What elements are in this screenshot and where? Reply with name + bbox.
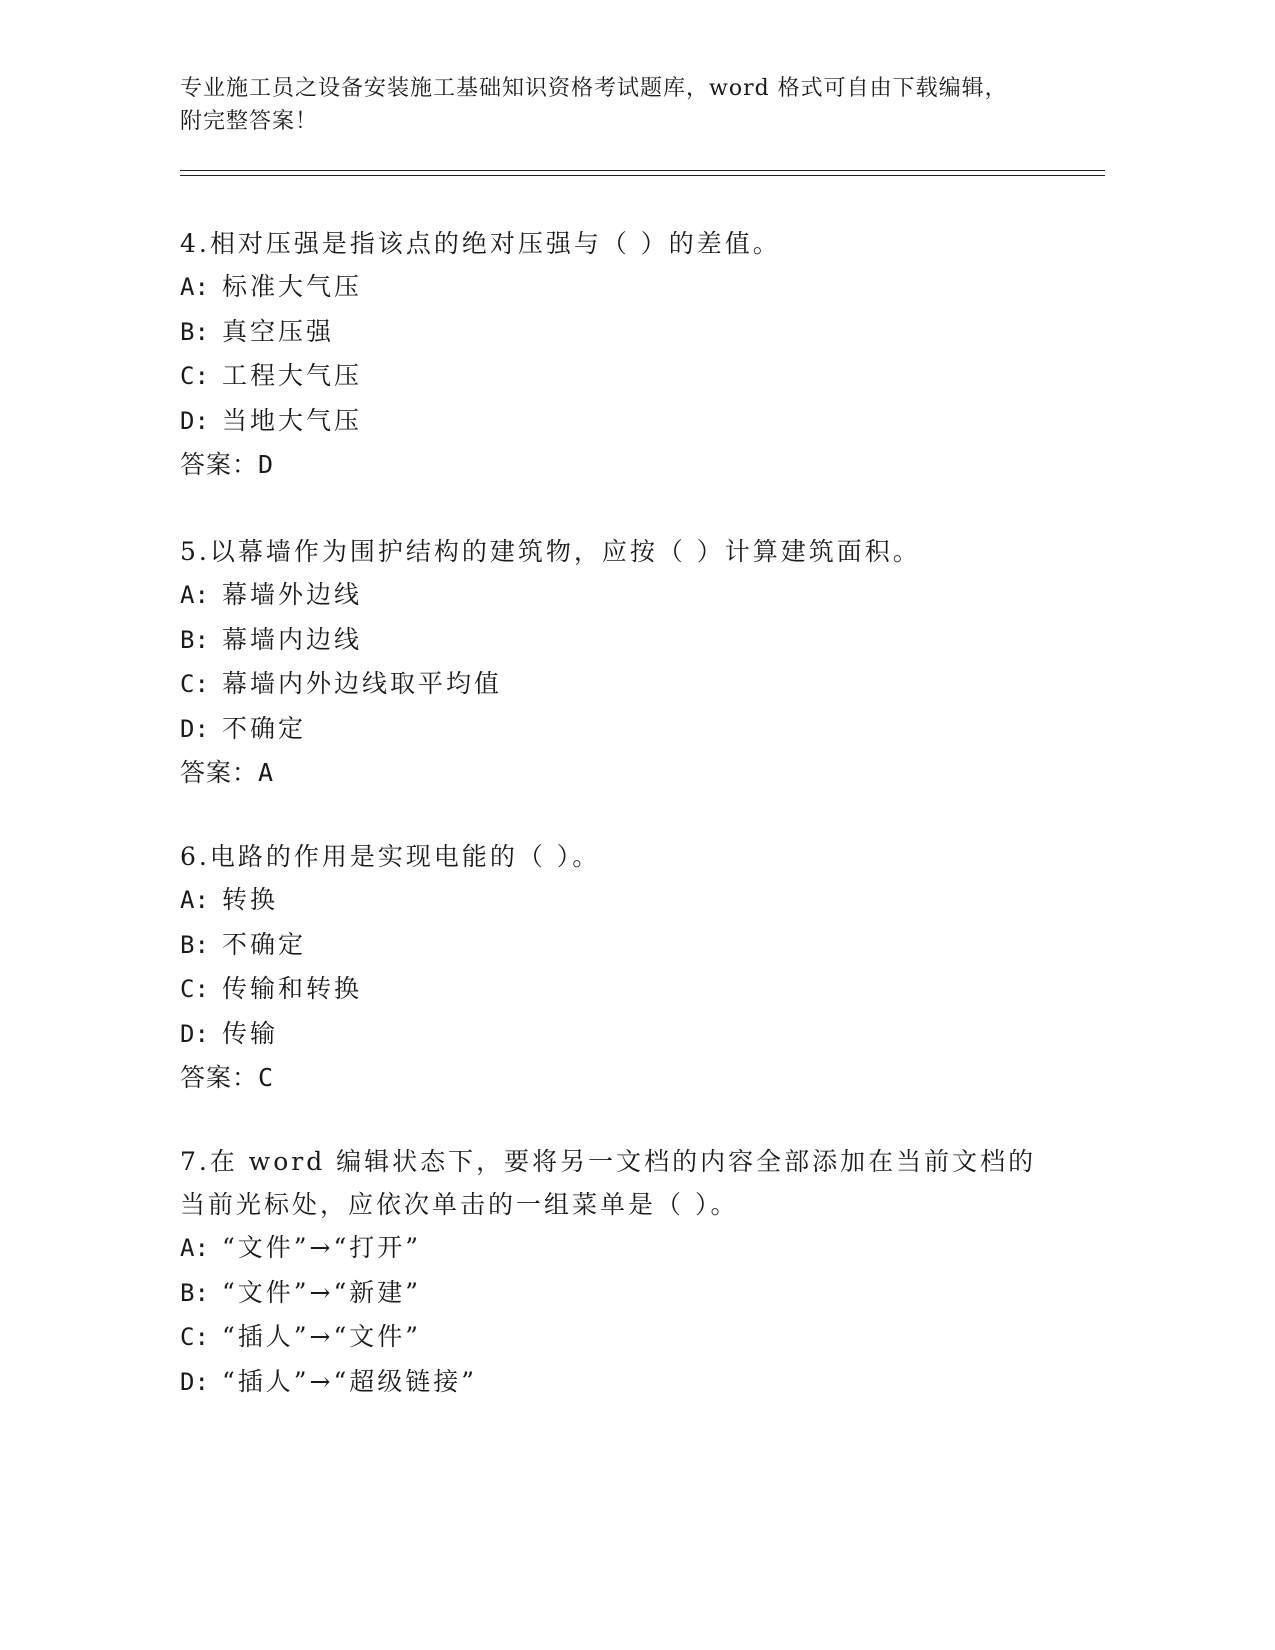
option-d — [180, 399, 1060, 444]
answer-value: D — [258, 450, 275, 479]
question-stem: 电路的作用是实现电能的（ ）。 — [209, 842, 601, 871]
header-line-1: 专业施工员之设备安装施工基础知识资格考试题库，word 格式可自由下载编辑， — [180, 76, 1008, 101]
option-label: C: — [180, 670, 209, 698]
answer-label: 答案： — [180, 758, 259, 787]
option-text: 真空压强 — [222, 316, 335, 346]
option-c — [180, 967, 1060, 1012]
question-text — [180, 530, 1060, 573]
answer-value: A — [258, 758, 275, 787]
header-divider-top — [180, 170, 1105, 171]
question-text — [180, 1140, 1060, 1226]
option-label: B: — [180, 625, 209, 654]
option-label: A: — [180, 1234, 209, 1262]
question-stem: 以幕墙作为围护结构的建筑物，应按（ ）计算建筑面积。 — [209, 537, 921, 566]
answer-line — [180, 443, 1060, 487]
option-text: 不确定 — [222, 929, 307, 959]
header-line-2: 附完整答案！ — [180, 109, 319, 134]
question-5 — [180, 530, 1060, 795]
option-label: D: — [180, 714, 209, 743]
option-b — [180, 1271, 1060, 1316]
question-number: 6. — [180, 842, 210, 871]
option-b — [180, 310, 1060, 355]
option-label: C: — [180, 975, 209, 1003]
question-number: 4. — [180, 229, 210, 258]
option-label: C: — [180, 1323, 209, 1351]
answer-label: 答案： — [180, 1063, 259, 1092]
option-c — [180, 354, 1060, 399]
question-6 — [180, 835, 1060, 1100]
option-text: 幕墙外边线 — [222, 580, 363, 609]
option-c — [180, 662, 1060, 707]
answer-value: C — [258, 1063, 275, 1092]
option-text: “文件”→“打开” — [222, 1233, 422, 1262]
answer-line — [180, 1056, 1060, 1100]
option-text: 传输 — [222, 1018, 279, 1048]
option-text: 标准大气压 — [222, 272, 363, 301]
option-label: B: — [180, 317, 209, 346]
question-7 — [180, 1140, 1060, 1404]
option-text: 转换 — [222, 885, 279, 914]
option-label: A: — [180, 886, 209, 914]
option-label: A: — [180, 581, 209, 609]
option-label: D: — [180, 1019, 209, 1048]
question-stem: 相对压强是指该点的绝对压强与（ ）的差值。 — [209, 229, 781, 258]
option-text: 当地大气压 — [222, 405, 363, 435]
option-label: B: — [180, 1278, 209, 1307]
question-stem: 在 word 编辑状态下，要将另一文档的内容全部添加在当前文档的当前光标处，应依次单击的一组菜单是（ ）。 — [180, 1147, 1037, 1219]
option-c — [180, 1315, 1060, 1360]
option-label: B: — [180, 930, 209, 959]
option-d — [180, 707, 1060, 752]
option-a — [180, 878, 1060, 923]
option-a — [180, 573, 1060, 618]
option-text: “插人”→“超级链接” — [222, 1366, 478, 1396]
question-4 — [180, 222, 1060, 487]
option-d — [180, 1012, 1060, 1057]
option-text: 不确定 — [222, 713, 307, 743]
option-text: 幕墙内外边线取平均值 — [222, 669, 503, 698]
document-header — [180, 72, 1060, 138]
option-label: A: — [180, 273, 209, 301]
option-label: C: — [180, 362, 209, 390]
header-divider-bottom — [180, 175, 1105, 176]
option-text: “插人”→“文件” — [222, 1322, 422, 1351]
option-text: 传输和转换 — [222, 974, 363, 1003]
answer-line — [180, 751, 1060, 795]
option-b — [180, 923, 1060, 968]
question-text — [180, 222, 1060, 265]
option-b — [180, 618, 1060, 663]
option-label: D: — [180, 1367, 209, 1396]
option-text: “文件”→“新建” — [222, 1277, 422, 1307]
answer-label: 答案： — [180, 450, 259, 479]
option-label: D: — [180, 406, 209, 435]
option-d — [180, 1360, 1060, 1405]
option-text: 工程大气压 — [222, 361, 363, 390]
question-number: 7. — [180, 1147, 210, 1176]
question-number: 5. — [180, 537, 210, 566]
option-a — [180, 265, 1060, 310]
question-text — [180, 835, 1060, 878]
option-text: 幕墙内边线 — [222, 624, 363, 654]
option-a — [180, 1226, 1060, 1271]
